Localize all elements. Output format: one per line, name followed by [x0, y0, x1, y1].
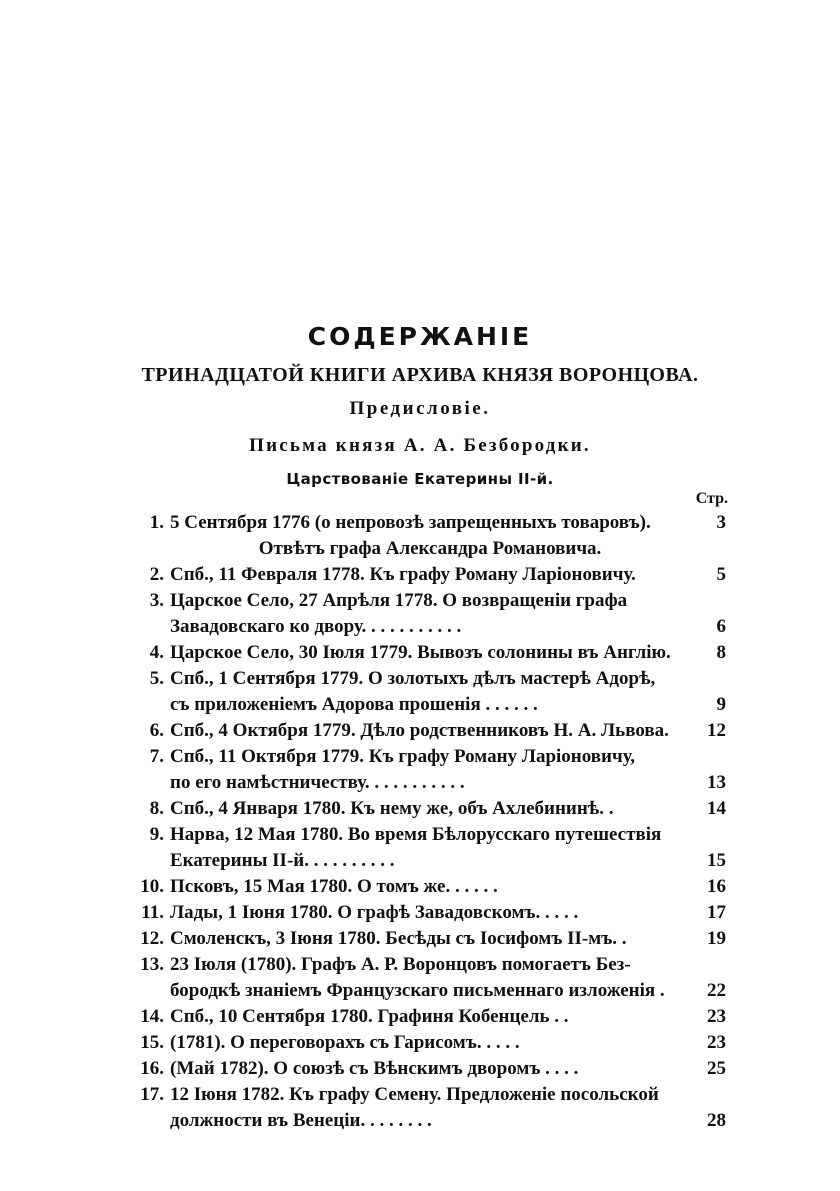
entry-text: Спб., 11 Октября 1779. Къ графу Роману Ларіоновичу, [170, 746, 636, 767]
toc-line [130, 510, 730, 536]
entry-text: (Май 1782). О союзѣ съ Вѣнскимъ дворомъ . . . . [170, 1058, 579, 1079]
entry-number: 6. [149, 720, 164, 741]
entry-text: Спб., 4 Октября 1779. Дѣло родственниковъ Н. А. Львова. [170, 720, 669, 741]
entry-text: Царское Село, 30 Іюля 1779. Вывозъ солонины въ Англію. [170, 642, 671, 663]
entry-page: 5 [716, 564, 726, 585]
toc-line [130, 1082, 730, 1108]
entry-text: съ приложеніемъ Адорова прошенія . . . . . . [170, 694, 538, 715]
entry-number: 5. [149, 668, 164, 689]
entry-text: Отвѣтъ графа Александра Романовича. [258, 538, 602, 559]
entry-page: 25 [707, 1058, 726, 1079]
entry-text: (1781). О переговорахъ съ Гарисомъ. . . . . [170, 1032, 520, 1053]
toc-line [130, 1056, 730, 1082]
reign-heading: Царствованіе Екатерины II-й. [286, 470, 554, 488]
entry-number: 16. [140, 1058, 164, 1079]
entry-text: Нарва, 12 Мая 1780. Во время Бѣлорусскаго путешествія [170, 824, 662, 845]
entry-text: Завадовскаго ко двору. . . . . . . . . . . [170, 616, 462, 637]
entry-page: 3 [716, 512, 726, 533]
entry-page: 22 [707, 980, 726, 1001]
entry-number: 15. [140, 1032, 164, 1053]
entry-text: Спб., 11 Февраля 1778. Къ графу Роману Ларіоновичу. [170, 564, 636, 585]
toc-line [130, 900, 730, 926]
entry-text: по его намѣстничеству. . . . . . . . . . . [170, 772, 465, 793]
toc-line [130, 692, 730, 718]
entry-number: 2. [149, 564, 164, 585]
entry-number: 11. [141, 902, 164, 923]
toc-line [130, 614, 730, 640]
entry-number: 17. [140, 1084, 164, 1105]
entry-text: должности въ Венеціи. . . . . . . . [170, 1110, 432, 1131]
entry-page: 23 [707, 1032, 726, 1053]
entry-page: 17 [707, 902, 726, 923]
preface-heading: Предисловіе. [349, 398, 491, 419]
entry-text: Спб., 1 Сентября 1779. О золотыхъ дѣлъ мастерѣ Адорѣ, [170, 668, 656, 689]
entry-page: 28 [707, 1110, 726, 1131]
page-column-header: Стр. [695, 490, 728, 507]
entry-page: 23 [707, 1006, 726, 1027]
entry-page: 14 [707, 798, 726, 819]
letters-heading: Письма князя А. А. Безбородки. [249, 435, 591, 456]
entry-text: 12 Іюня 1782. Къ графу Семену. Предложеніе посольской [170, 1084, 659, 1105]
toc-line [130, 536, 730, 562]
toc-line [130, 588, 730, 614]
entry-number: 12. [140, 928, 164, 949]
entry-text: Спб., 4 Января 1780. Къ нему же, объ Ахлебининѣ. . [170, 798, 614, 819]
entry-text: 23 Іюля (1780). Графъ А. Р. Воронцовъ помогаетъ Без- [170, 954, 631, 975]
entry-text: Псковъ, 15 Мая 1780. О томъ же. . . . . . [170, 876, 498, 897]
entry-text: Лады, 1 Іюня 1780. О графѣ Завадовскомъ. . . . . [170, 902, 579, 923]
entry-number: 3. [149, 590, 164, 611]
toc-line [130, 822, 730, 848]
toc-line [130, 562, 730, 588]
entry-page: 12 [707, 720, 726, 741]
entry-page: 6 [716, 616, 726, 637]
toc-line [130, 640, 730, 666]
page-subtitle: ТРИНАДЦАТОЙ КНИГИ АРХИВА КНЯЗЯ ВОРОНЦОВА. [141, 364, 699, 386]
entry-text: Екатерины II-й. . . . . . . . . . [170, 850, 395, 871]
toc-line [130, 1004, 730, 1030]
entry-text: 5 Сентября 1776 (о непровозѣ запрещенныхъ товаровъ). [170, 512, 651, 533]
entry-number: 10. [140, 876, 164, 897]
toc-line [130, 796, 730, 822]
entry-number: 9. [149, 824, 164, 845]
entry-number: 14. [140, 1006, 164, 1027]
entry-page: 16 [707, 876, 726, 897]
entry-page: 15 [707, 850, 726, 871]
entry-number: 4. [149, 642, 164, 663]
entry-number: 1. [149, 512, 164, 533]
toc-line [130, 952, 730, 978]
entry-text: Смоленскъ, 3 Іюня 1780. Бесѣды съ Іосифомъ II-мъ. . [170, 928, 627, 949]
toc-line [130, 718, 730, 744]
toc-line [130, 770, 730, 796]
toc-line [130, 926, 730, 952]
entry-text: Спб., 10 Сентября 1780. Графиня Кобенцель . . [170, 1006, 569, 1027]
entry-text: Царское Село, 27 Апрѣля 1778. О возвращеніи графа [170, 590, 628, 611]
toc-line [130, 1030, 730, 1056]
entry-page: 19 [707, 928, 726, 949]
entry-text: бородкѣ знаніемъ Французскаго письменнаго изложенія . [170, 980, 665, 1001]
toc-line [130, 666, 730, 692]
entry-page: 9 [716, 694, 726, 715]
toc-line [130, 848, 730, 874]
toc-line [130, 1108, 730, 1134]
toc-line [130, 874, 730, 900]
entry-number: 8. [149, 798, 164, 819]
entry-page: 13 [707, 772, 726, 793]
toc-line [130, 744, 730, 770]
entry-page: 8 [716, 642, 726, 663]
entry-number: 7. [149, 746, 164, 767]
toc-line [130, 978, 730, 1004]
page-title: СОДЕРЖАНІЕ [307, 322, 533, 351]
entry-number: 13. [140, 954, 164, 975]
